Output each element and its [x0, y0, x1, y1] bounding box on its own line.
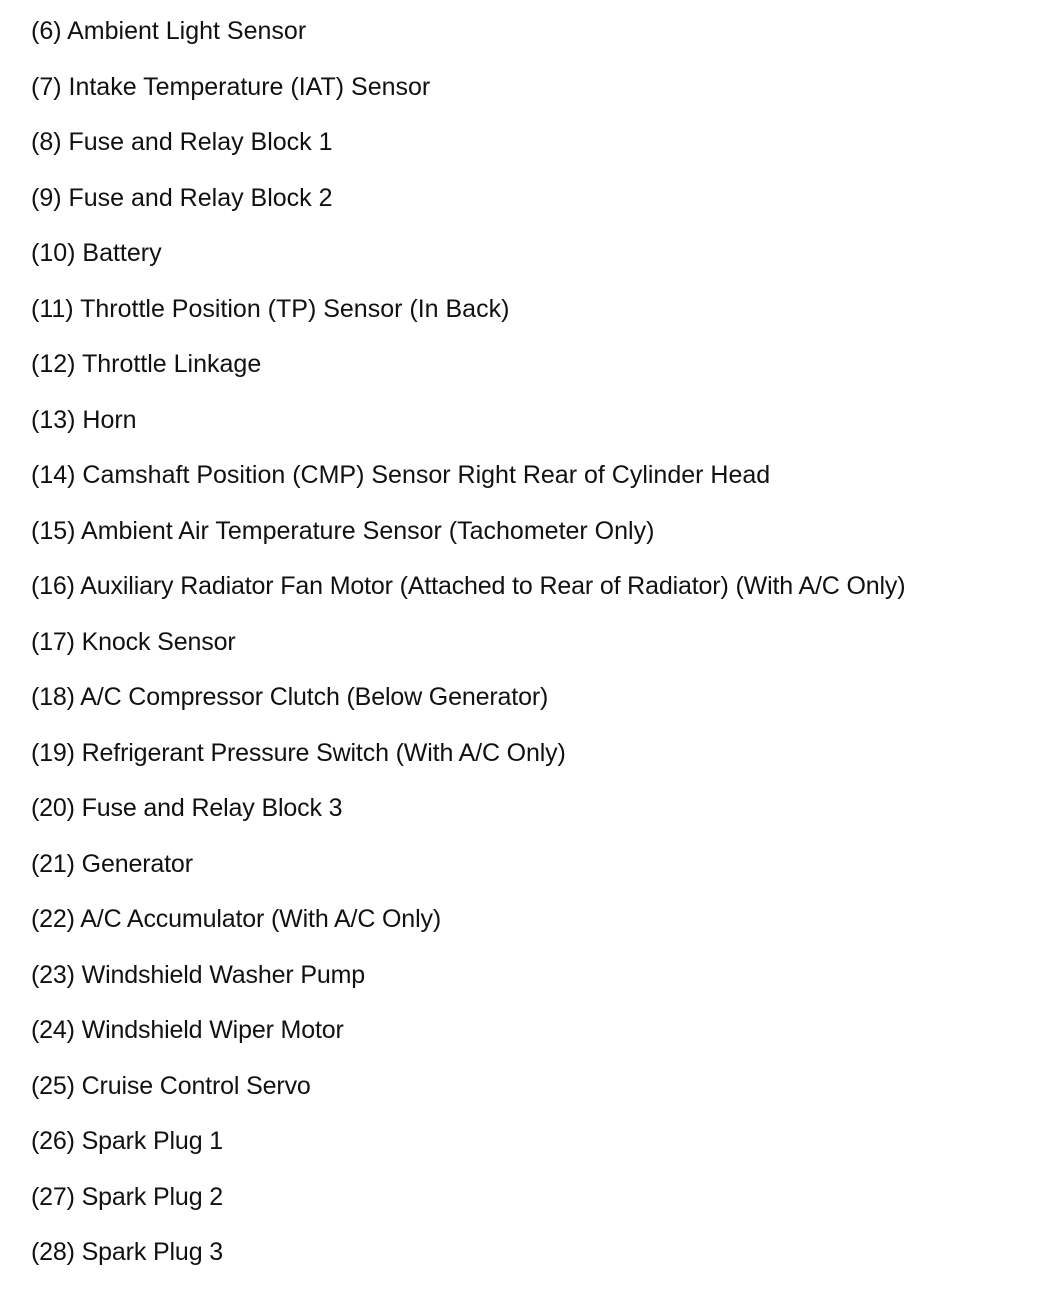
legend-item-22: (22) A/C Accumulator (With A/C Only)	[31, 905, 441, 933]
legend-item-28: (28) Spark Plug 3	[31, 1238, 223, 1266]
legend-item-7: (7) Intake Temperature (IAT) Sensor	[31, 72, 431, 101]
legend-item-13: (13) Horn	[31, 405, 137, 434]
legend-item-18: (18) A/C Compressor Clutch (Below Generator)	[31, 683, 549, 711]
legend-item-17: (17) Knock Sensor	[31, 627, 236, 656]
legend-item-12: (12) Throttle Linkage	[31, 350, 262, 378]
legend-item-14: (14) Camshaft Position (CMP) Sensor Right Rear of Cylinder Head	[31, 461, 771, 489]
legend-item-21: (21) Generator	[31, 849, 193, 878]
component-legend-list	[31, 14, 905, 1291]
legend-item-27: (27) Spark Plug 2	[31, 1182, 223, 1211]
legend-item-24: (24) Windshield Wiper Motor	[31, 1016, 344, 1044]
legend-item-23: (23) Windshield Washer Pump	[31, 960, 366, 989]
legend-item-25: (25) Cruise Control Servo	[31, 1071, 311, 1100]
legend-item-8: (8) Fuse and Relay Block 1	[31, 128, 333, 156]
legend-item-10: (10) Battery	[31, 239, 162, 267]
legend-item-26: (26) Spark Plug 1	[31, 1127, 223, 1155]
legend-item-6: (6) Ambient Light Sensor	[31, 17, 307, 45]
legend-item-16: (16) Auxiliary Radiator Fan Motor (Attached to Rear of Radiator) (With A/C Only)	[31, 572, 906, 600]
legend-item-9: (9) Fuse and Relay Block 2	[31, 183, 333, 212]
legend-item-19: (19) Refrigerant Pressure Switch (With A/C Only)	[31, 738, 566, 767]
legend-item-20: (20) Fuse and Relay Block 3	[31, 794, 343, 822]
legend-item-11: (11) Throttle Position (TP) Sensor (In Back)	[31, 294, 510, 323]
legend-item-15: (15) Ambient Air Temperature Sensor (Tachometer Only)	[31, 516, 655, 545]
